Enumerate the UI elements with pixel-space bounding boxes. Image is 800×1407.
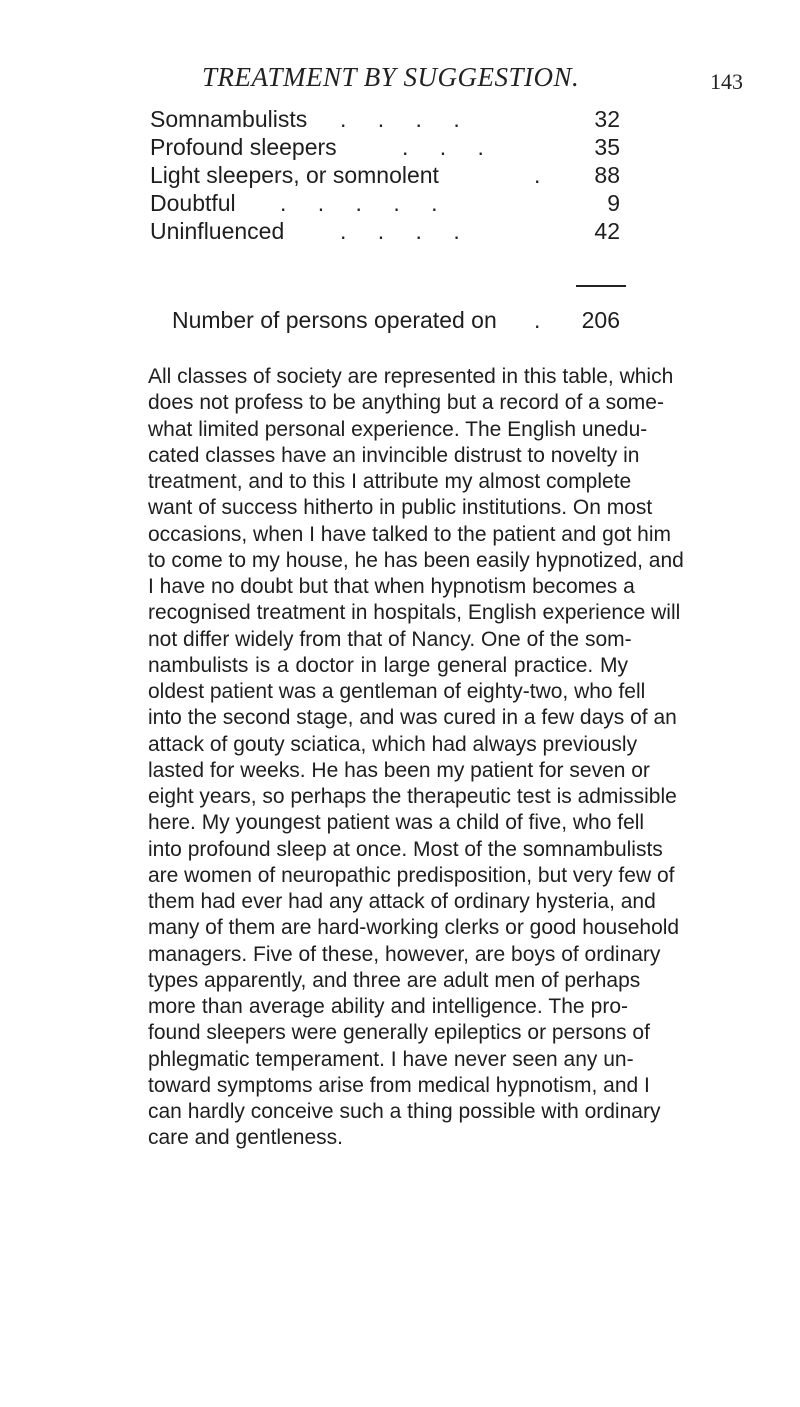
paragraph-line: found sleepers were generally epileptics or persons of [148, 1021, 650, 1045]
row-label: Uninfluenced [150, 218, 285, 244]
page-number: 143 [710, 69, 743, 94]
paragraph-line: nambulists is a doctor in large general practice. My [148, 653, 628, 677]
paragraph-line: into profound sleep at once. Most of the somnambulists [148, 837, 663, 861]
paragraph-line: here. My youngest patient was a child of five, who fell [148, 811, 645, 835]
paragraph-line: does not profess to be anything but a record of a some- [148, 391, 664, 415]
row-label: Profound sleepers [150, 134, 337, 160]
total-label: Number of persons operated on [172, 307, 497, 333]
row-value: 42 [594, 218, 620, 244]
paragraph-line: to come to my house, he has been easily hypnotized, and [148, 548, 684, 572]
row-label: Doubtful [150, 190, 236, 216]
running-title: TREATMENT BY SUGGESTION. [202, 62, 580, 92]
row-leader: . . . . [340, 218, 460, 244]
paragraph-line: I have no doubt but that when hypnotism becomes a [148, 575, 635, 598]
row-label: Light sleepers, or somnolent [150, 162, 439, 188]
row-value: 35 [594, 134, 620, 160]
paragraph-line: want of success hitherto in public institutions. On most [148, 496, 653, 520]
paragraph-line: are women of neuropathic predisposition, but very few of [148, 863, 675, 887]
paragraph-line: oldest patient was a gentleman of eighty-two, who fell [148, 680, 646, 703]
table-row [150, 217, 630, 245]
paragraph-line: them had ever had any attack of ordinary hysteria, and [148, 890, 656, 913]
paragraph-line: types apparently, and three are adult men of perhaps [148, 968, 641, 992]
row-value: 88 [594, 162, 620, 188]
sum-rule [576, 285, 626, 287]
paragraph-line: can hardly conceive such a thing possible with ordinary [148, 1100, 661, 1123]
paragraph-line: occasions, when I have talked to the patient and got him [148, 522, 672, 546]
row-leader: . . . [402, 134, 484, 160]
paragraph-line: recognised treatment in hospitals, English experience will [148, 601, 681, 625]
paragraph-line: treatment, and to this I attribute my almost complete [148, 470, 632, 493]
paragraph-line: more than average ability and intelligence. The pro- [148, 995, 628, 1018]
total-leader: . [534, 307, 541, 333]
statistics-table [150, 105, 630, 245]
paragraph-line: phlegmatic temperament. I have never seen any un- [148, 1047, 634, 1071]
row-label: Somnambulists [150, 106, 308, 132]
paragraph-line: All classes of society are represented in this table, which [148, 365, 674, 388]
paragraph-line: not differ widely from that of Nancy. One of the som- [148, 627, 632, 651]
total-value: 206 [581, 307, 620, 333]
paragraph-line: managers. Five of these, however, are boys of ordinary [148, 942, 661, 966]
paragraph-line: care and gentleness. [148, 1126, 343, 1150]
row-value: 9 [607, 190, 620, 216]
table-row [150, 105, 630, 133]
paragraph-line: many of them are hard-working clerks or good household [148, 916, 680, 940]
row-leader: . . . . [340, 106, 460, 132]
table-total-row [150, 306, 630, 334]
row-value: 32 [594, 106, 620, 132]
body-paragraph [148, 364, 684, 1152]
paragraph-line: lasted for weeks. He has been my patient for seven or [148, 758, 650, 782]
row-leader: . . . . . [280, 190, 438, 216]
row-leader: . [534, 162, 541, 188]
table-row [150, 189, 630, 217]
page-header [150, 62, 750, 102]
table-row [150, 161, 630, 189]
table-row [150, 133, 630, 161]
paragraph-line: into the second stage, and was cured in a few days of an [148, 706, 677, 730]
paragraph-line: toward symptoms arise from medical hypnotism, and I [148, 1073, 650, 1097]
paragraph-line: what limited personal experience. The English unedu- [148, 417, 648, 441]
paragraph-line: attack of gouty sciatica, which had always previously [148, 732, 638, 756]
paragraph-line: eight years, so perhaps the therapeutic test is admissible [148, 785, 677, 808]
paragraph-line: cated classes have an invincible distrust to novelty in [148, 443, 640, 467]
